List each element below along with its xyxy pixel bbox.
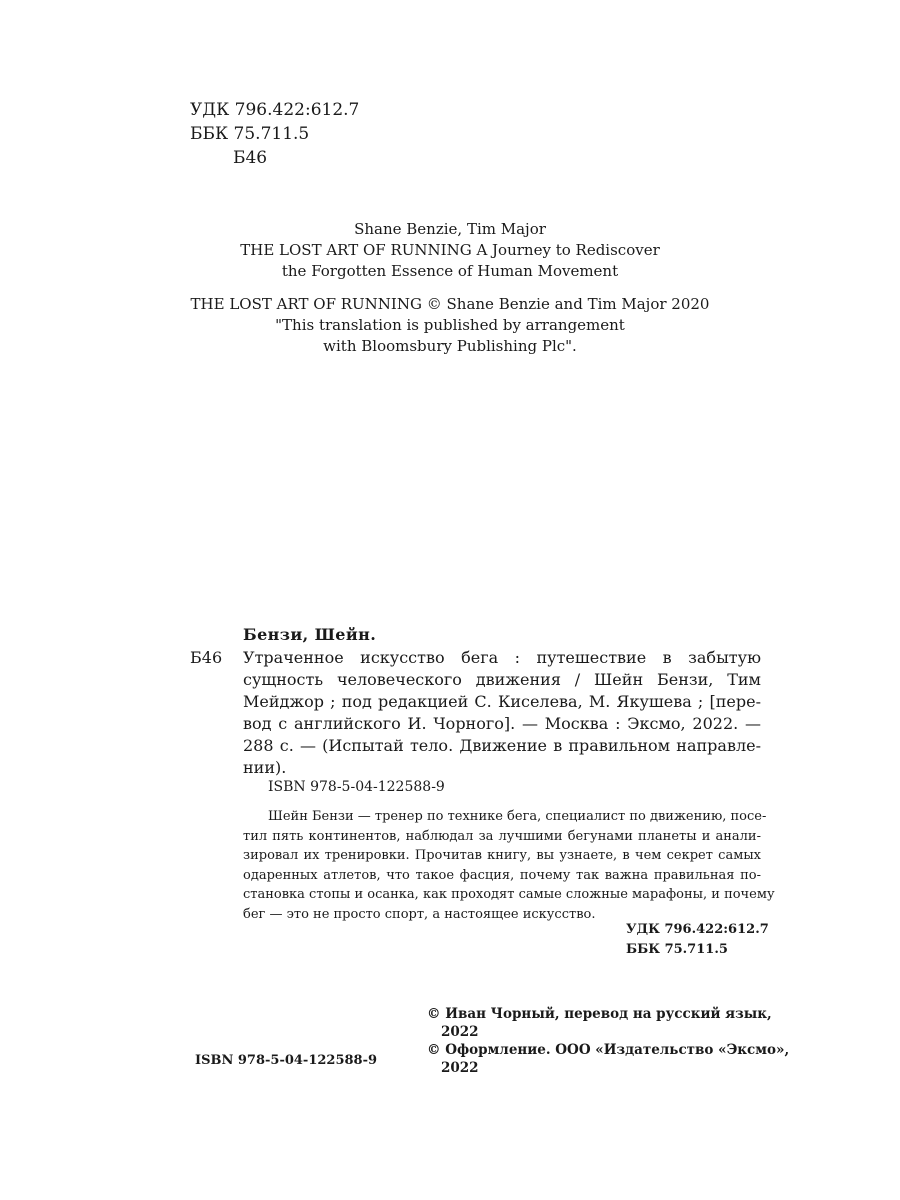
original-copyright-line-3: with Bloomsbury Publishing Plc".	[323, 337, 577, 355]
entry-line: нии).	[243, 758, 287, 777]
design-copyright: © Оформление. ООО «Издательство «Эксмо»,	[427, 1042, 790, 1058]
bottom-isbn: ISBN 978-5-04-122588-9	[195, 1053, 378, 1068]
copyright-notices	[427, 1005, 789, 1077]
udk-code-bold: УДК 796.422:612.7	[626, 922, 769, 937]
annotation-line: одаренных атлетов, что такое фасция, почему так важна правильная по-	[243, 867, 761, 883]
annotation-line: зировал их тренировки. Прочитав книгу, вы узнаете, в чем секрет самых	[243, 848, 761, 863]
credit-authors: Shane Benzie, Tim Major	[354, 220, 546, 238]
credit-title-line-1: THE LOST ART OF RUNNING A Journey to Rediscover	[240, 241, 660, 259]
entry-line: 288 с. — (Испытай тело. Движение в правильном направле-	[243, 736, 761, 755]
catalog-entry-description	[243, 647, 761, 779]
author-sign: Б46	[233, 148, 268, 168]
annotation-line: Шейн Бензи — тренер по технике бега, специалист по движению, посе-	[268, 809, 767, 824]
entry-line: сущность человеческого движения / Шейн Бензи, Тим	[243, 670, 761, 689]
design-copyright-year: 2022	[441, 1060, 479, 1076]
original-edition-credits	[0, 219, 900, 357]
annotation	[243, 807, 775, 924]
catalog-entry-author: Бензи, Шейн.	[243, 625, 377, 644]
annotation-line: становка стопы и осанка, как проходят самые сложные марафоны, и почему	[243, 887, 775, 902]
credit-title-line-2: the Forgotten Essence of Human Movement	[281, 262, 619, 280]
annotation-line: бег — это не просто спорт, а настоящее искусство.	[243, 906, 596, 922]
original-copyright-line-1: THE LOST ART OF RUNNING © Shane Benzie and Tim Major 2020	[190, 295, 710, 313]
original-copyright-line-2: "This translation is published by arrangement	[275, 316, 625, 334]
bbk-code: ББК 75.711.5	[190, 124, 310, 144]
right-classification-codes	[626, 920, 769, 960]
entry-line: Утраченное искусство бега : путешествие в забытую	[243, 648, 761, 667]
translation-copyright-year: 2022	[441, 1024, 479, 1040]
top-classification-codes	[190, 98, 359, 170]
bbk-code-bold: ББК 75.711.5	[626, 942, 728, 957]
entry-line: Мейджор ; под редакцией С. Киселева, М. Якушева ; [пере-	[243, 692, 761, 711]
translation-copyright: © Иван Чорный, перевод на русский язык,	[427, 1006, 772, 1022]
entry-isbn: ISBN 978-5-04-122588-9	[268, 779, 445, 795]
annotation-line: тил пять континентов, наблюдал за лучшими бегунами планеты и анали-	[243, 828, 761, 844]
catalog-entry-code: Б46	[190, 648, 223, 667]
udk-code: УДК 796.422:612.7	[190, 100, 360, 120]
entry-line: вод с английского И. Чорного]. — Москва : Эксмо, 2022. —	[243, 714, 761, 733]
